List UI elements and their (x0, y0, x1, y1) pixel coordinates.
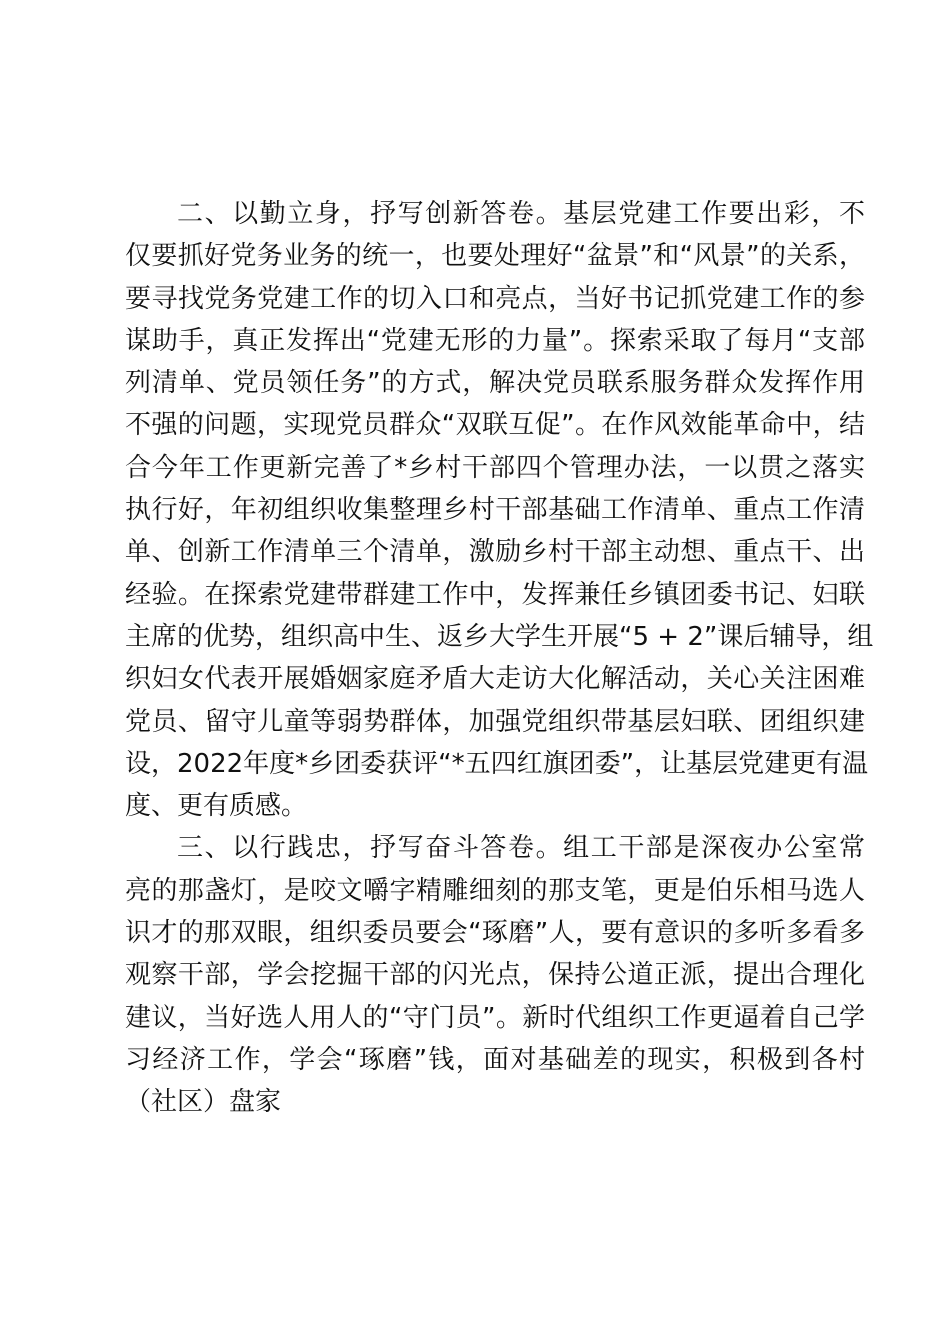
paragraph-section-2 (125, 193, 874, 827)
paragraph-line: 织妇女代表开展婚姻家庭矛盾大走访大化解活动，关心关注困难 (125, 664, 865, 695)
paragraph-line: 单、创新工作清单三个清单，激励乡村干部主动想、重点干、出 (125, 537, 865, 568)
paragraph-line: 度、更有质感。 (125, 791, 308, 822)
paragraph-line: 列清单、党员领任务”的方式，解决党员联系服务群众发挥作用 (125, 368, 865, 399)
document-body (125, 193, 874, 1124)
paragraph-line: 识才的那双眼，组织委员要会“琢磨”人，要有意识的多听多看多 (125, 918, 865, 949)
paragraph-line: 党员、留守儿童等弱势群体，加强党组织带基层妇联、团组织建 (125, 706, 865, 737)
paragraph-line: 执行好，年初组织收集整理乡村干部基础工作清单、重点工作清 (125, 495, 865, 526)
paragraph-section-3 (125, 827, 865, 1123)
paragraph-line: 二、以勤立身，抒写创新答卷。基层党建工作要出彩，不 (177, 199, 865, 229)
paragraph-line: 亮的那盏灯，是咬文嚼字精雕细刻的那支笔，更是伯乐相马选人 (125, 875, 865, 906)
paragraph-line: 设，2022年度*乡团委获评“*五四红旗团委”，让基层党建更有温 (125, 748, 869, 779)
paragraph-line: 合今年工作更新完善了*乡村干部四个管理办法，一以贯之落实 (125, 452, 865, 483)
paragraph-line: 要寻找党务党建工作的切入口和亮点，当好书记抓党建工作的参 (125, 283, 865, 314)
paragraph-line: 不强的问题，实现党员群众“双联互促”。在作风效能革命中，结 (125, 410, 865, 441)
paragraph-line: 观察干部，学会挖掘干部的闪光点，保持公道正派，提出合理化 (125, 960, 865, 991)
paragraph-line: 主席的优势，组织高中生、返乡大学生开展“5 + 2”课后辅导，组 (125, 621, 874, 652)
paragraph-line: 经验。在探索党建带群建工作中，发挥兼任乡镇团委书记、妇联 (125, 579, 865, 610)
paragraph-line: 仅要抓好党务业务的统一，也要处理好“盆景”和“风景”的关系， (125, 241, 865, 272)
paragraph-line: （社区）盘家 (125, 1087, 282, 1118)
paragraph-line: 习经济工作，学会“琢磨”钱，面对基础差的现实，积极到各村 (125, 1044, 865, 1075)
paragraph-line: 建议，当好选人用人的“守门员”。新时代组织工作更逼着自己学 (125, 1002, 865, 1033)
paragraph-line: 三、以行践忠，抒写奋斗答卷。组工干部是深夜办公室常 (177, 833, 865, 864)
paragraph-line: 谋助手，真正发挥出“党建无形的力量”。探索采取了每月“支部 (125, 325, 865, 356)
